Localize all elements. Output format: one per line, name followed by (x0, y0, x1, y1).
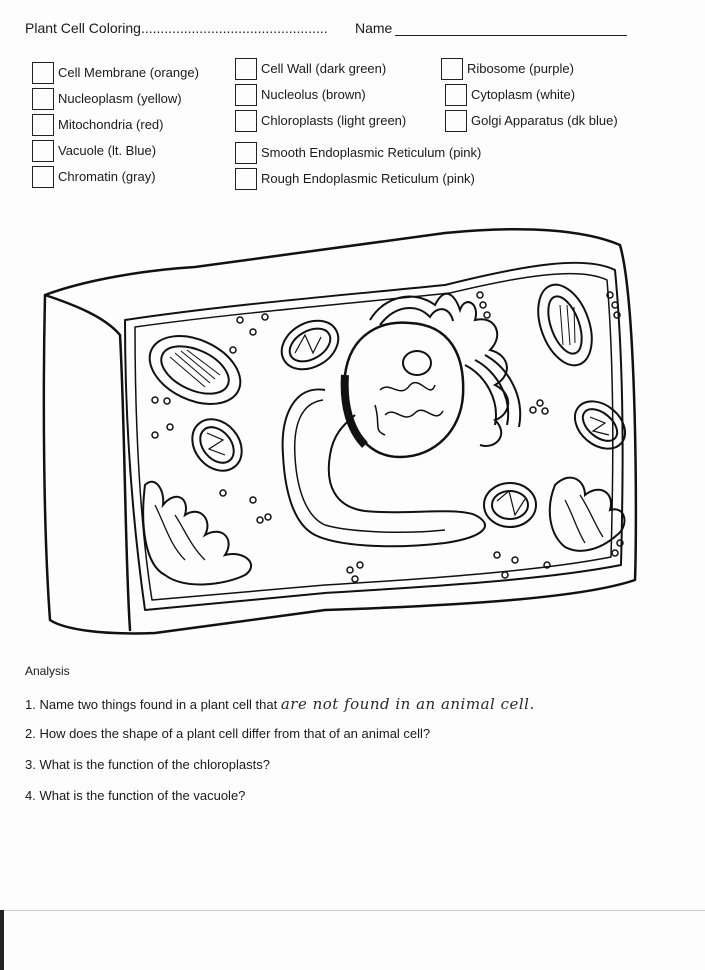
chromatin (375, 383, 443, 435)
legend-label: Nucleolus (brown) (261, 87, 366, 102)
legend-label: Chloroplasts (light green) (261, 113, 407, 128)
ribosomes (152, 292, 623, 582)
question-4: 4. What is the function of the vacuole? (25, 788, 246, 803)
name-label: Name (355, 20, 393, 36)
page-bottom-edge (0, 910, 705, 911)
color-checkbox[interactable] (445, 110, 467, 132)
mitochondrion (182, 409, 252, 480)
golgi-apparatus (465, 355, 520, 427)
plant-cell-drawing (25, 225, 645, 645)
legend-label: Cell Wall (dark green) (261, 61, 387, 76)
mitochondrion-folded (143, 482, 251, 585)
color-checkbox[interactable] (441, 58, 463, 80)
color-checkbox[interactable] (32, 140, 54, 162)
question-1-text: 1. Name two things found in a plant cell that (25, 697, 281, 712)
color-checkbox[interactable] (445, 84, 467, 106)
question-1 (25, 695, 535, 713)
legend-label: Cell Membrane (orange) (58, 65, 199, 80)
legend-label: Mitochondria (red) (58, 117, 164, 132)
question-1-handwritten-answer[interactable]: are not found in an animal cell. (280, 695, 535, 713)
question-2: 2. How does the shape of a plant cell differ from that of an animal cell? (25, 726, 431, 741)
legend-label: Nucleoplasm (yellow) (58, 91, 182, 106)
legend-label: Vacuole (lt. Blue) (58, 143, 157, 158)
plant-cell-diagram (25, 225, 645, 645)
legend-label: Smooth Endoplasmic Reticulum (pink) (261, 145, 482, 160)
legend-label: Ribosome (purple) (467, 61, 574, 76)
analysis-heading: Analysis (25, 664, 70, 678)
question-3: 3. What is the function of the chloroplasts? (25, 757, 270, 772)
legend-label: Chromatin (gray) (58, 169, 156, 184)
legend-label: Cytoplasm (white) (471, 87, 576, 102)
legend-label: Rough Endoplasmic Reticulum (pink) (261, 171, 475, 186)
nucleolus (403, 351, 431, 375)
color-checkbox[interactable] (32, 166, 54, 188)
cell-wall-front-edge (45, 295, 130, 630)
color-checkbox[interactable] (32, 62, 54, 84)
worksheet-title: Plant Cell Coloring................................................ (25, 20, 328, 36)
chloroplast (528, 277, 602, 372)
mitochondrion (566, 392, 635, 459)
worksheet-header (25, 20, 645, 42)
color-checkbox[interactable] (235, 58, 257, 80)
color-checkbox[interactable] (235, 84, 257, 106)
scan-edge-shadow (0, 910, 4, 970)
rough-endoplasmic-reticulum (370, 294, 508, 446)
color-checkbox[interactable] (235, 110, 257, 132)
color-checkbox[interactable] (235, 142, 257, 164)
name-line[interactable] (395, 35, 627, 36)
color-checkbox[interactable] (32, 88, 54, 110)
color-checkbox[interactable] (235, 168, 257, 190)
legend-label: Golgi Apparatus (dk blue) (471, 113, 618, 128)
smooth-endoplasmic-reticulum (283, 389, 485, 546)
mitochondrion-folded (550, 478, 625, 551)
color-checkbox[interactable] (32, 114, 54, 136)
